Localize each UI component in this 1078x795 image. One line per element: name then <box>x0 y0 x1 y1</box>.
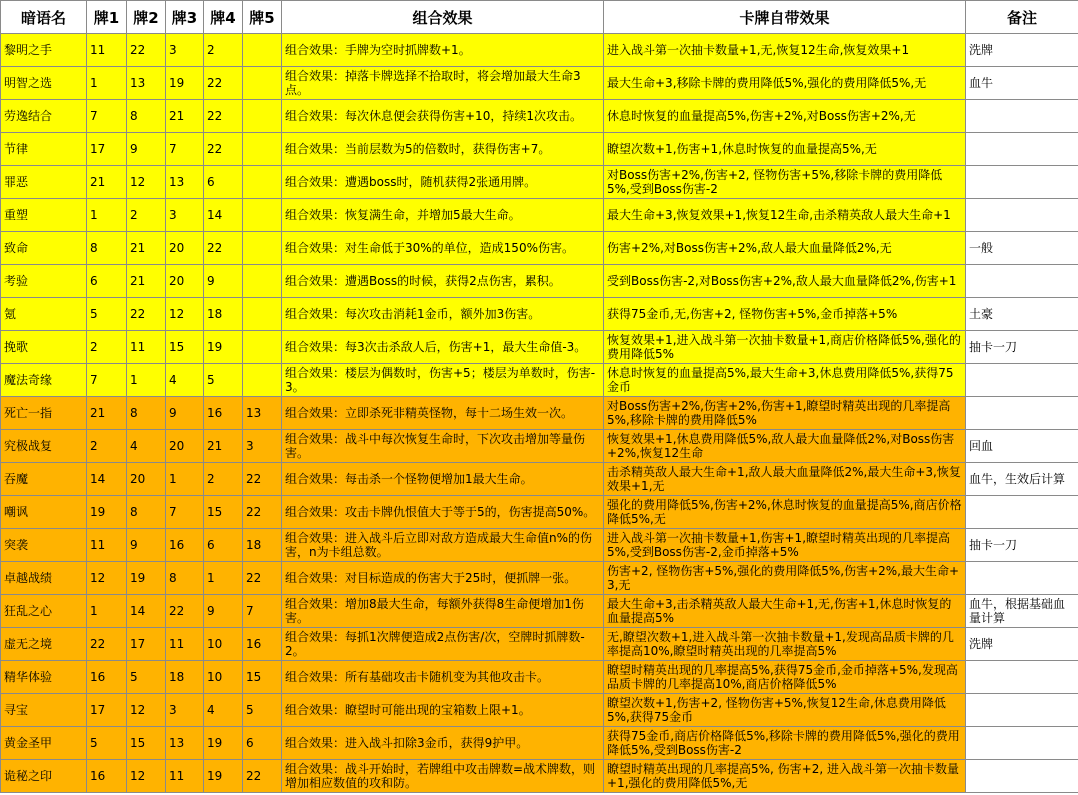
cell-card2[interactable]: 8 <box>127 496 166 529</box>
cell-note[interactable]: 洗牌 <box>966 628 1078 661</box>
cell-card2[interactable]: 4 <box>127 430 166 463</box>
cell-name[interactable]: 黎明之手 <box>1 34 87 67</box>
cell-card-effect[interactable]: 休息时恢复的血量提高5%,最大生命+3,休息费用降低5%,获得75金币 <box>604 364 966 397</box>
cell-card1[interactable]: 11 <box>87 34 127 67</box>
table-row <box>1 364 1078 397</box>
cell-card2[interactable]: 12 <box>127 694 166 727</box>
cell-combo-effect[interactable]: 组合效果：掉落卡牌选择不拾取时，将会增加最大生命3点。 <box>282 67 604 100</box>
cell-card4[interactable]: 22 <box>204 100 243 133</box>
table-row <box>1 232 1078 265</box>
cell-name[interactable]: 吞魔 <box>1 463 87 496</box>
cell-card3[interactable]: 8 <box>166 562 204 595</box>
cell-note[interactable] <box>966 694 1078 727</box>
table-row <box>1 100 1078 133</box>
table-row <box>1 298 1078 331</box>
cell-combo-effect[interactable]: 组合效果：进入战斗扣除3金币，获得9护甲。 <box>282 727 604 760</box>
header-card-effect[interactable]: 卡牌自带效果 <box>604 1 966 34</box>
cell-card4[interactable]: 19 <box>204 331 243 364</box>
cell-combo-effect[interactable]: 组合效果：每次攻击消耗1金币，额外加3伤害。 <box>282 298 604 331</box>
cell-card3[interactable]: 7 <box>166 133 204 166</box>
cell-note[interactable]: 回血 <box>966 430 1078 463</box>
cell-card1[interactable]: 1 <box>87 199 127 232</box>
cell-combo-effect[interactable]: 组合效果：楼层为偶数时，伤害+5；楼层为单数时，伤害-3。 <box>282 364 604 397</box>
table-row <box>1 562 1078 595</box>
cell-note[interactable] <box>966 397 1078 430</box>
cell-card-effect[interactable]: 对Boss伤害+2%,伤害+2, 怪物伤害+5%,移除卡牌的费用降低5%,受到Boss伤害-2 <box>604 166 966 199</box>
cell-card1[interactable]: 7 <box>87 100 127 133</box>
cell-card3[interactable]: 1 <box>166 463 204 496</box>
cell-card1[interactable]: 17 <box>87 694 127 727</box>
cell-card2[interactable]: 12 <box>127 166 166 199</box>
header-card3[interactable]: 牌3 <box>166 1 204 34</box>
cell-card-effect[interactable]: 最大生命+3,恢复效果+1,恢复12生命,击杀精英敌人最大生命+1 <box>604 199 966 232</box>
table-row <box>1 199 1078 232</box>
cell-card3[interactable]: 15 <box>166 331 204 364</box>
cell-card5[interactable] <box>243 199 282 232</box>
cell-card2[interactable]: 22 <box>127 34 166 67</box>
table-row <box>1 529 1078 562</box>
cell-note[interactable]: 血牛 <box>966 67 1078 100</box>
table-row <box>1 727 1078 760</box>
cell-combo-effect[interactable]: 组合效果：进入战斗后立即对敌方造成最大生命值n%的伤害，n为卡组总数。 <box>282 529 604 562</box>
cell-card5[interactable]: 3 <box>243 430 282 463</box>
cell-note[interactable] <box>966 496 1078 529</box>
cell-name[interactable]: 诡秘之印 <box>1 760 87 793</box>
cell-combo-effect[interactable]: 组合效果：每3次击杀敌人后，伤害+1，最大生命值-3。 <box>282 331 604 364</box>
cell-card2[interactable]: 21 <box>127 265 166 298</box>
cell-card3[interactable]: 16 <box>166 529 204 562</box>
cell-card4[interactable]: 1 <box>204 562 243 595</box>
cell-card-effect[interactable]: 进入战斗第一次抽卡数量+1,伤害+1,瞭望时精英出现的几率提高5%,受到Boss伤害-2,金币掉落+5% <box>604 529 966 562</box>
cell-card3[interactable]: 21 <box>166 100 204 133</box>
cell-card-effect[interactable]: 瞭望次数+1,伤害+2, 怪物伤害+5%,恢复12生命,休息费用降低5%,获得75金币 <box>604 694 966 727</box>
cell-card-effect[interactable]: 对Boss伤害+2%,伤害+2%,伤害+1,瞭望时精英出现的几率提高5%,移除卡牌的费用降低5% <box>604 397 966 430</box>
cell-card1[interactable]: 2 <box>87 331 127 364</box>
cell-name[interactable]: 重塑 <box>1 199 87 232</box>
cell-combo-effect[interactable]: 组合效果：对生命低于30%的单位，造成150%伤害。 <box>282 232 604 265</box>
cell-combo-effect[interactable]: 组合效果：战斗中每次恢复生命时，下次攻击增加等量伤害。 <box>282 430 604 463</box>
cell-note[interactable]: 血牛，根据基础血量计算 <box>966 595 1078 628</box>
cell-name[interactable]: 魔法奇缘 <box>1 364 87 397</box>
cell-combo-effect[interactable]: 组合效果：对目标造成的伤害大于25时，便抓牌一张。 <box>282 562 604 595</box>
cell-card5[interactable]: 5 <box>243 694 282 727</box>
cell-card4[interactable]: 9 <box>204 595 243 628</box>
cell-card1[interactable]: 12 <box>87 562 127 595</box>
table-row <box>1 430 1078 463</box>
cell-card2[interactable]: 1 <box>127 364 166 397</box>
cell-name[interactable]: 寻宝 <box>1 694 87 727</box>
cell-card4[interactable]: 4 <box>204 694 243 727</box>
cell-name[interactable]: 精华体验 <box>1 661 87 694</box>
cell-card3[interactable]: 3 <box>166 34 204 67</box>
cell-card2[interactable]: 13 <box>127 67 166 100</box>
cell-card4[interactable]: 22 <box>204 67 243 100</box>
cell-note[interactable] <box>966 166 1078 199</box>
cell-name[interactable]: 劳逸结合 <box>1 100 87 133</box>
table-row <box>1 67 1078 100</box>
cell-combo-effect[interactable]: 组合效果：遭遇Boss的时候，获得2点伤害，累积。 <box>282 265 604 298</box>
table-row <box>1 397 1078 430</box>
cell-card1[interactable]: 16 <box>87 760 127 793</box>
cell-note[interactable] <box>966 100 1078 133</box>
cell-combo-effect[interactable]: 组合效果：所有基础攻击卡随机变为其他攻击卡。 <box>282 661 604 694</box>
cell-card5[interactable]: 13 <box>243 397 282 430</box>
cell-combo-effect[interactable]: 组合效果：瞭望时可能出现的宝箱数上限+1。 <box>282 694 604 727</box>
cell-combo-effect[interactable]: 组合效果：手牌为空时抓牌数+1。 <box>282 34 604 67</box>
cell-card4[interactable]: 9 <box>204 265 243 298</box>
cell-card5[interactable] <box>243 331 282 364</box>
header-card5[interactable]: 牌5 <box>243 1 282 34</box>
cell-card3[interactable]: 18 <box>166 661 204 694</box>
cell-card4[interactable]: 14 <box>204 199 243 232</box>
cell-card3[interactable]: 3 <box>166 199 204 232</box>
cell-card1[interactable]: 22 <box>87 628 127 661</box>
cell-card3[interactable]: 13 <box>166 727 204 760</box>
cell-combo-effect[interactable]: 组合效果：立即杀死非精英怪物，每十二场生效一次。 <box>282 397 604 430</box>
cell-card2[interactable]: 14 <box>127 595 166 628</box>
cell-card2[interactable]: 5 <box>127 661 166 694</box>
cell-card4[interactable]: 2 <box>204 463 243 496</box>
table-row <box>1 760 1078 793</box>
cell-card1[interactable]: 17 <box>87 133 127 166</box>
cell-card5[interactable]: 16 <box>243 628 282 661</box>
cell-card5[interactable]: 7 <box>243 595 282 628</box>
cell-card3[interactable]: 20 <box>166 232 204 265</box>
cell-card2[interactable]: 8 <box>127 100 166 133</box>
cell-name[interactable]: 罪恶 <box>1 166 87 199</box>
cell-card1[interactable]: 11 <box>87 529 127 562</box>
header-card1[interactable]: 牌1 <box>87 1 127 34</box>
cell-card5[interactable] <box>243 34 282 67</box>
table-row <box>1 34 1078 67</box>
cell-card-effect[interactable]: 瞭望时精英出现的几率提高5%,获得75金币,金币掉落+5%,发现高品质卡牌的几率提高10%,商店价格降低5% <box>604 661 966 694</box>
cell-card-effect[interactable]: 进入战斗第一次抽卡数量+1,无,恢复12生命,恢复效果+1 <box>604 34 966 67</box>
cell-name[interactable]: 究极战复 <box>1 430 87 463</box>
cell-card-effect[interactable]: 恢复效果+1,进入战斗第一次抽卡数量+1,商店价格降低5%,强化的费用降低5% <box>604 331 966 364</box>
cell-note[interactable]: 一般 <box>966 232 1078 265</box>
cell-card2[interactable]: 11 <box>127 331 166 364</box>
cell-combo-effect[interactable]: 组合效果：每次休息便会获得伤害+10，持续1次攻击。 <box>282 100 604 133</box>
cell-card1[interactable]: 8 <box>87 232 127 265</box>
table-row <box>1 628 1078 661</box>
cell-combo-effect[interactable]: 组合效果：每击杀一个怪物便增加1最大生命。 <box>282 463 604 496</box>
cell-name[interactable]: 挽歌 <box>1 331 87 364</box>
cell-card3[interactable]: 20 <box>166 430 204 463</box>
cell-card5[interactable] <box>243 100 282 133</box>
header-name[interactable]: 暗语名 <box>1 1 87 34</box>
cell-card5[interactable] <box>243 133 282 166</box>
cell-combo-effect[interactable]: 组合效果：增加8最大生命，每额外获得8生命便增加1伤害。 <box>282 595 604 628</box>
cell-combo-effect[interactable]: 组合效果：当前层数为5的倍数时，获得伤害+7。 <box>282 133 604 166</box>
cell-card3[interactable]: 4 <box>166 364 204 397</box>
cell-note[interactable] <box>966 760 1078 793</box>
table-row <box>1 166 1078 199</box>
cell-combo-effect[interactable]: 组合效果：攻击卡牌仇恨值大于等于5的，伤害提高50%。 <box>282 496 604 529</box>
cell-card1[interactable]: 7 <box>87 364 127 397</box>
cell-card3[interactable]: 12 <box>166 298 204 331</box>
cell-card-effect[interactable]: 最大生命+3,移除卡牌的费用降低5%,强化的费用降低5%,无 <box>604 67 966 100</box>
cell-card1[interactable]: 2 <box>87 430 127 463</box>
cell-card5[interactable]: 22 <box>243 760 282 793</box>
cell-note[interactable] <box>966 265 1078 298</box>
cell-name[interactable]: 死亡一指 <box>1 397 87 430</box>
cell-name[interactable]: 致命 <box>1 232 87 265</box>
cell-card-effect[interactable]: 最大生命+3,击杀精英敌人最大生命+1,无,伤害+1,休息时恢复的血量提高5% <box>604 595 966 628</box>
cell-card5[interactable] <box>243 166 282 199</box>
cell-card1[interactable]: 16 <box>87 661 127 694</box>
cell-card1[interactable]: 1 <box>87 595 127 628</box>
cell-card-effect[interactable]: 无,瞭望次数+1,进入战斗第一次抽卡数量+1,发现高品质卡牌的几率提高10%,瞭望时精英出现的几率提高5% <box>604 628 966 661</box>
cell-name[interactable]: 节律 <box>1 133 87 166</box>
cell-card5[interactable] <box>243 364 282 397</box>
table-row <box>1 463 1078 496</box>
cell-card-effect[interactable]: 获得75金币,无,伤害+2, 怪物伤害+5%,金币掉落+5% <box>604 298 966 331</box>
cell-note[interactable] <box>966 199 1078 232</box>
header-card4[interactable]: 牌4 <box>204 1 243 34</box>
cell-card1[interactable]: 5 <box>87 727 127 760</box>
cell-card4[interactable]: 19 <box>204 727 243 760</box>
table-row <box>1 133 1078 166</box>
cell-card2[interactable]: 21 <box>127 232 166 265</box>
cell-note[interactable] <box>966 364 1078 397</box>
cell-card-effect[interactable]: 受到Boss伤害-2,对Boss伤害+2%,敌人最大血量降低2%,伤害+1 <box>604 265 966 298</box>
cell-card5[interactable]: 22 <box>243 496 282 529</box>
cell-card2[interactable]: 17 <box>127 628 166 661</box>
cell-note[interactable]: 抽卡一刀 <box>966 529 1078 562</box>
cell-card4[interactable]: 5 <box>204 364 243 397</box>
cell-card3[interactable]: 22 <box>166 595 204 628</box>
cell-card5[interactable] <box>243 232 282 265</box>
cell-card1[interactable]: 6 <box>87 265 127 298</box>
cell-card2[interactable]: 22 <box>127 298 166 331</box>
cell-card4[interactable]: 6 <box>204 529 243 562</box>
cell-card2[interactable]: 19 <box>127 562 166 595</box>
cell-note[interactable]: 抽卡一刀 <box>966 331 1078 364</box>
cell-card3[interactable]: 20 <box>166 265 204 298</box>
cell-combo-effect[interactable]: 组合效果：遭遇boss时，随机获得2张通用牌。 <box>282 166 604 199</box>
cell-note[interactable]: 血牛，生效后计算 <box>966 463 1078 496</box>
cell-combo-effect[interactable]: 组合效果：恢复满生命，并增加5最大生命。 <box>282 199 604 232</box>
cell-card2[interactable]: 9 <box>127 133 166 166</box>
cell-card2[interactable]: 20 <box>127 463 166 496</box>
cell-card4[interactable]: 2 <box>204 34 243 67</box>
cell-card3[interactable]: 13 <box>166 166 204 199</box>
cell-card-effect[interactable]: 强化的费用降低5%,伤害+2%,休息时恢复的血量提高5%,商店价格降低5%,无 <box>604 496 966 529</box>
cell-card3[interactable]: 9 <box>166 397 204 430</box>
cell-card4[interactable]: 21 <box>204 430 243 463</box>
cell-card-effect[interactable]: 伤害+2, 怪物伤害+5%,强化的费用降低5%,伤害+2%,最大生命+3,无 <box>604 562 966 595</box>
cell-card1[interactable]: 19 <box>87 496 127 529</box>
cell-card-effect[interactable]: 恢复效果+1,休息费用降低5%,敌人最大血量降低2%,对Boss伤害+2%,恢复12生命 <box>604 430 966 463</box>
cell-card5[interactable]: 22 <box>243 562 282 595</box>
cell-card5[interactable]: 15 <box>243 661 282 694</box>
cell-combo-effect[interactable]: 组合效果：每抓1次牌便造成2点伤害/次，空牌时抓牌数-2。 <box>282 628 604 661</box>
cell-note[interactable]: 土豪 <box>966 298 1078 331</box>
cell-card4[interactable]: 10 <box>204 661 243 694</box>
cell-card4[interactable]: 16 <box>204 397 243 430</box>
header-card2[interactable]: 牌2 <box>127 1 166 34</box>
cell-card2[interactable]: 8 <box>127 397 166 430</box>
cell-name[interactable]: 明智之选 <box>1 67 87 100</box>
header-row <box>1 1 1078 34</box>
table-row <box>1 496 1078 529</box>
cell-note[interactable] <box>966 661 1078 694</box>
cell-card3[interactable]: 11 <box>166 760 204 793</box>
cell-card1[interactable]: 21 <box>87 166 127 199</box>
cell-card1[interactable]: 5 <box>87 298 127 331</box>
cell-card4[interactable]: 6 <box>204 166 243 199</box>
cell-card1[interactable]: 14 <box>87 463 127 496</box>
cell-card5[interactable] <box>243 67 282 100</box>
cell-card2[interactable]: 9 <box>127 529 166 562</box>
cell-card-effect[interactable]: 击杀精英敌人最大生命+1,敌人最大血量降低2%,最大生命+3,恢复效果+1,无 <box>604 463 966 496</box>
cell-card-effect[interactable]: 瞭望次数+1,伤害+1,休息时恢复的血量提高5%,无 <box>604 133 966 166</box>
cell-card2[interactable]: 2 <box>127 199 166 232</box>
cell-name[interactable]: 氪 <box>1 298 87 331</box>
cell-name[interactable]: 虚无之境 <box>1 628 87 661</box>
cell-card1[interactable]: 1 <box>87 67 127 100</box>
cell-card-effect[interactable]: 休息时恢复的血量提高5%,伤害+2%,对Boss伤害+2%,无 <box>604 100 966 133</box>
cell-card5[interactable] <box>243 265 282 298</box>
cell-card4[interactable]: 19 <box>204 760 243 793</box>
header-combo-effect[interactable]: 组合效果 <box>282 1 604 34</box>
cell-card4[interactable]: 10 <box>204 628 243 661</box>
cell-card-effect[interactable]: 瞭望时精英出现的几率提高5%, 伤害+2, 进入战斗第一次抽卡数量+1,强化的费用降低5%,无 <box>604 760 966 793</box>
cell-card2[interactable]: 12 <box>127 760 166 793</box>
cell-card4[interactable]: 22 <box>204 133 243 166</box>
cell-note[interactable] <box>966 133 1078 166</box>
table-row <box>1 661 1078 694</box>
cell-card5[interactable]: 22 <box>243 463 282 496</box>
cell-card3[interactable]: 11 <box>166 628 204 661</box>
cell-card4[interactable]: 15 <box>204 496 243 529</box>
table-row <box>1 331 1078 364</box>
cell-card-effect[interactable]: 伤害+2%,对Boss伤害+2%,敌人最大血量降低2%,无 <box>604 232 966 265</box>
table-row <box>1 694 1078 727</box>
cell-note[interactable]: 洗牌 <box>966 34 1078 67</box>
cell-name[interactable]: 卓越战绩 <box>1 562 87 595</box>
cell-card1[interactable]: 21 <box>87 397 127 430</box>
cell-name[interactable]: 嘲讽 <box>1 496 87 529</box>
cell-note[interactable] <box>966 562 1078 595</box>
cell-card4[interactable]: 18 <box>204 298 243 331</box>
cell-card5[interactable]: 6 <box>243 727 282 760</box>
cell-combo-effect[interactable]: 组合效果：战斗开始时，若牌组中攻击牌数=战术牌数，则增加相应数值的攻和防。 <box>282 760 604 793</box>
table-row <box>1 595 1078 628</box>
cell-name[interactable]: 狂乱之心 <box>1 595 87 628</box>
cell-card4[interactable]: 22 <box>204 232 243 265</box>
header-note[interactable]: 备注 <box>966 1 1078 34</box>
cell-name[interactable]: 突袭 <box>1 529 87 562</box>
table-row <box>1 265 1078 298</box>
cell-name[interactable]: 考验 <box>1 265 87 298</box>
cell-card3[interactable]: 3 <box>166 694 204 727</box>
cell-name[interactable]: 黄金圣甲 <box>1 727 87 760</box>
cell-card2[interactable]: 15 <box>127 727 166 760</box>
cell-card3[interactable]: 19 <box>166 67 204 100</box>
cell-card5[interactable] <box>243 298 282 331</box>
cell-card3[interactable]: 7 <box>166 496 204 529</box>
cell-note[interactable] <box>966 727 1078 760</box>
cell-card5[interactable]: 18 <box>243 529 282 562</box>
cell-card-effect[interactable]: 获得75金币,商店价格降低5%,移除卡牌的费用降低5%,强化的费用降低5%,受到Boss伤害-2 <box>604 727 966 760</box>
